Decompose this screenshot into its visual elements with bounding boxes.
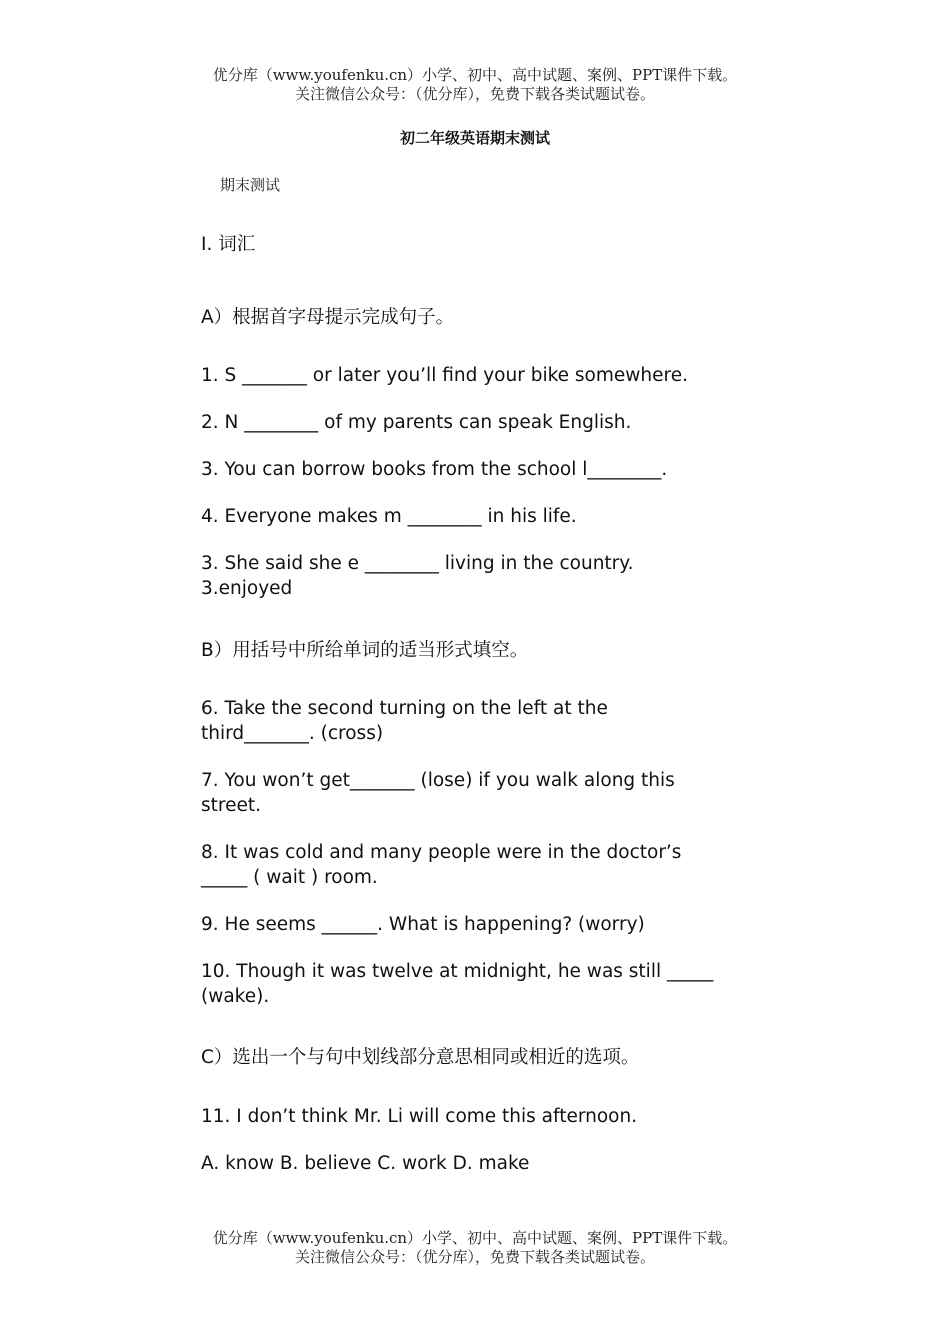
question-3: 3. You can borrow books from the school l________. xyxy=(201,459,668,480)
part-a-instruction: A）根据首字母提示完成句子。 xyxy=(201,307,455,328)
part-c-instruction: C）选出一个与句中划线部分意思相同或相近的选项。 xyxy=(201,1047,640,1068)
header-line-1: 优分库（www.youfenku.cn）小学、初中、高中试题、案例、PPT课件下载。 xyxy=(212,66,738,84)
page-footer xyxy=(0,1229,950,1267)
question-6: 6. Take the second turning on the left at the third_______. (cross) xyxy=(201,698,608,744)
part-b-instruction: B）用括号中所给单词的适当形式填空。 xyxy=(201,640,529,661)
page-header xyxy=(0,66,950,104)
document-title: 初二年级英语期末测试 xyxy=(399,129,550,147)
question-1: 1. S _______ or later you’ll find your bike somewhere. xyxy=(201,365,688,386)
document-subtitle: 期末测试 xyxy=(220,176,281,194)
question-4: 4. Everyone makes m ________ in his life. xyxy=(201,506,577,527)
question-7: 7. You won’t get_______ (lose) if you walk along this street. xyxy=(201,770,675,816)
question-11: 11. I don’t think Mr. Li will come this afternoon. xyxy=(201,1106,638,1127)
question-2: 2. N ________ of my parents can speak English. xyxy=(201,412,632,433)
question-11-options: A. know B. believe C. work D. make xyxy=(201,1153,530,1174)
footer-line-1: 优分库（www.youfenku.cn）小学、初中、高中试题、案例、PPT课件下载。 xyxy=(212,1229,738,1247)
section-vocabulary-heading: I. 词汇 xyxy=(201,234,256,255)
header-line-2: 关注微信公众号：（优分库），免费下载各类试题试卷。 xyxy=(294,85,655,103)
question-8: 8. It was cold and many people were in the doctor’s _____ ( wait ) room. xyxy=(201,842,682,888)
question-5: 3. She said she e ________ living in the country. xyxy=(201,553,634,574)
footer-line-2: 关注微信公众号：（优分库），免费下载各类试题试卷。 xyxy=(294,1248,655,1266)
question-5-answer: 3.enjoyed xyxy=(201,578,293,599)
question-10: 10. Though it was twelve at midnight, he was still _____ (wake). xyxy=(201,961,714,1007)
question-9: 9. He seems ______. What is happening? (worry) xyxy=(201,914,645,935)
